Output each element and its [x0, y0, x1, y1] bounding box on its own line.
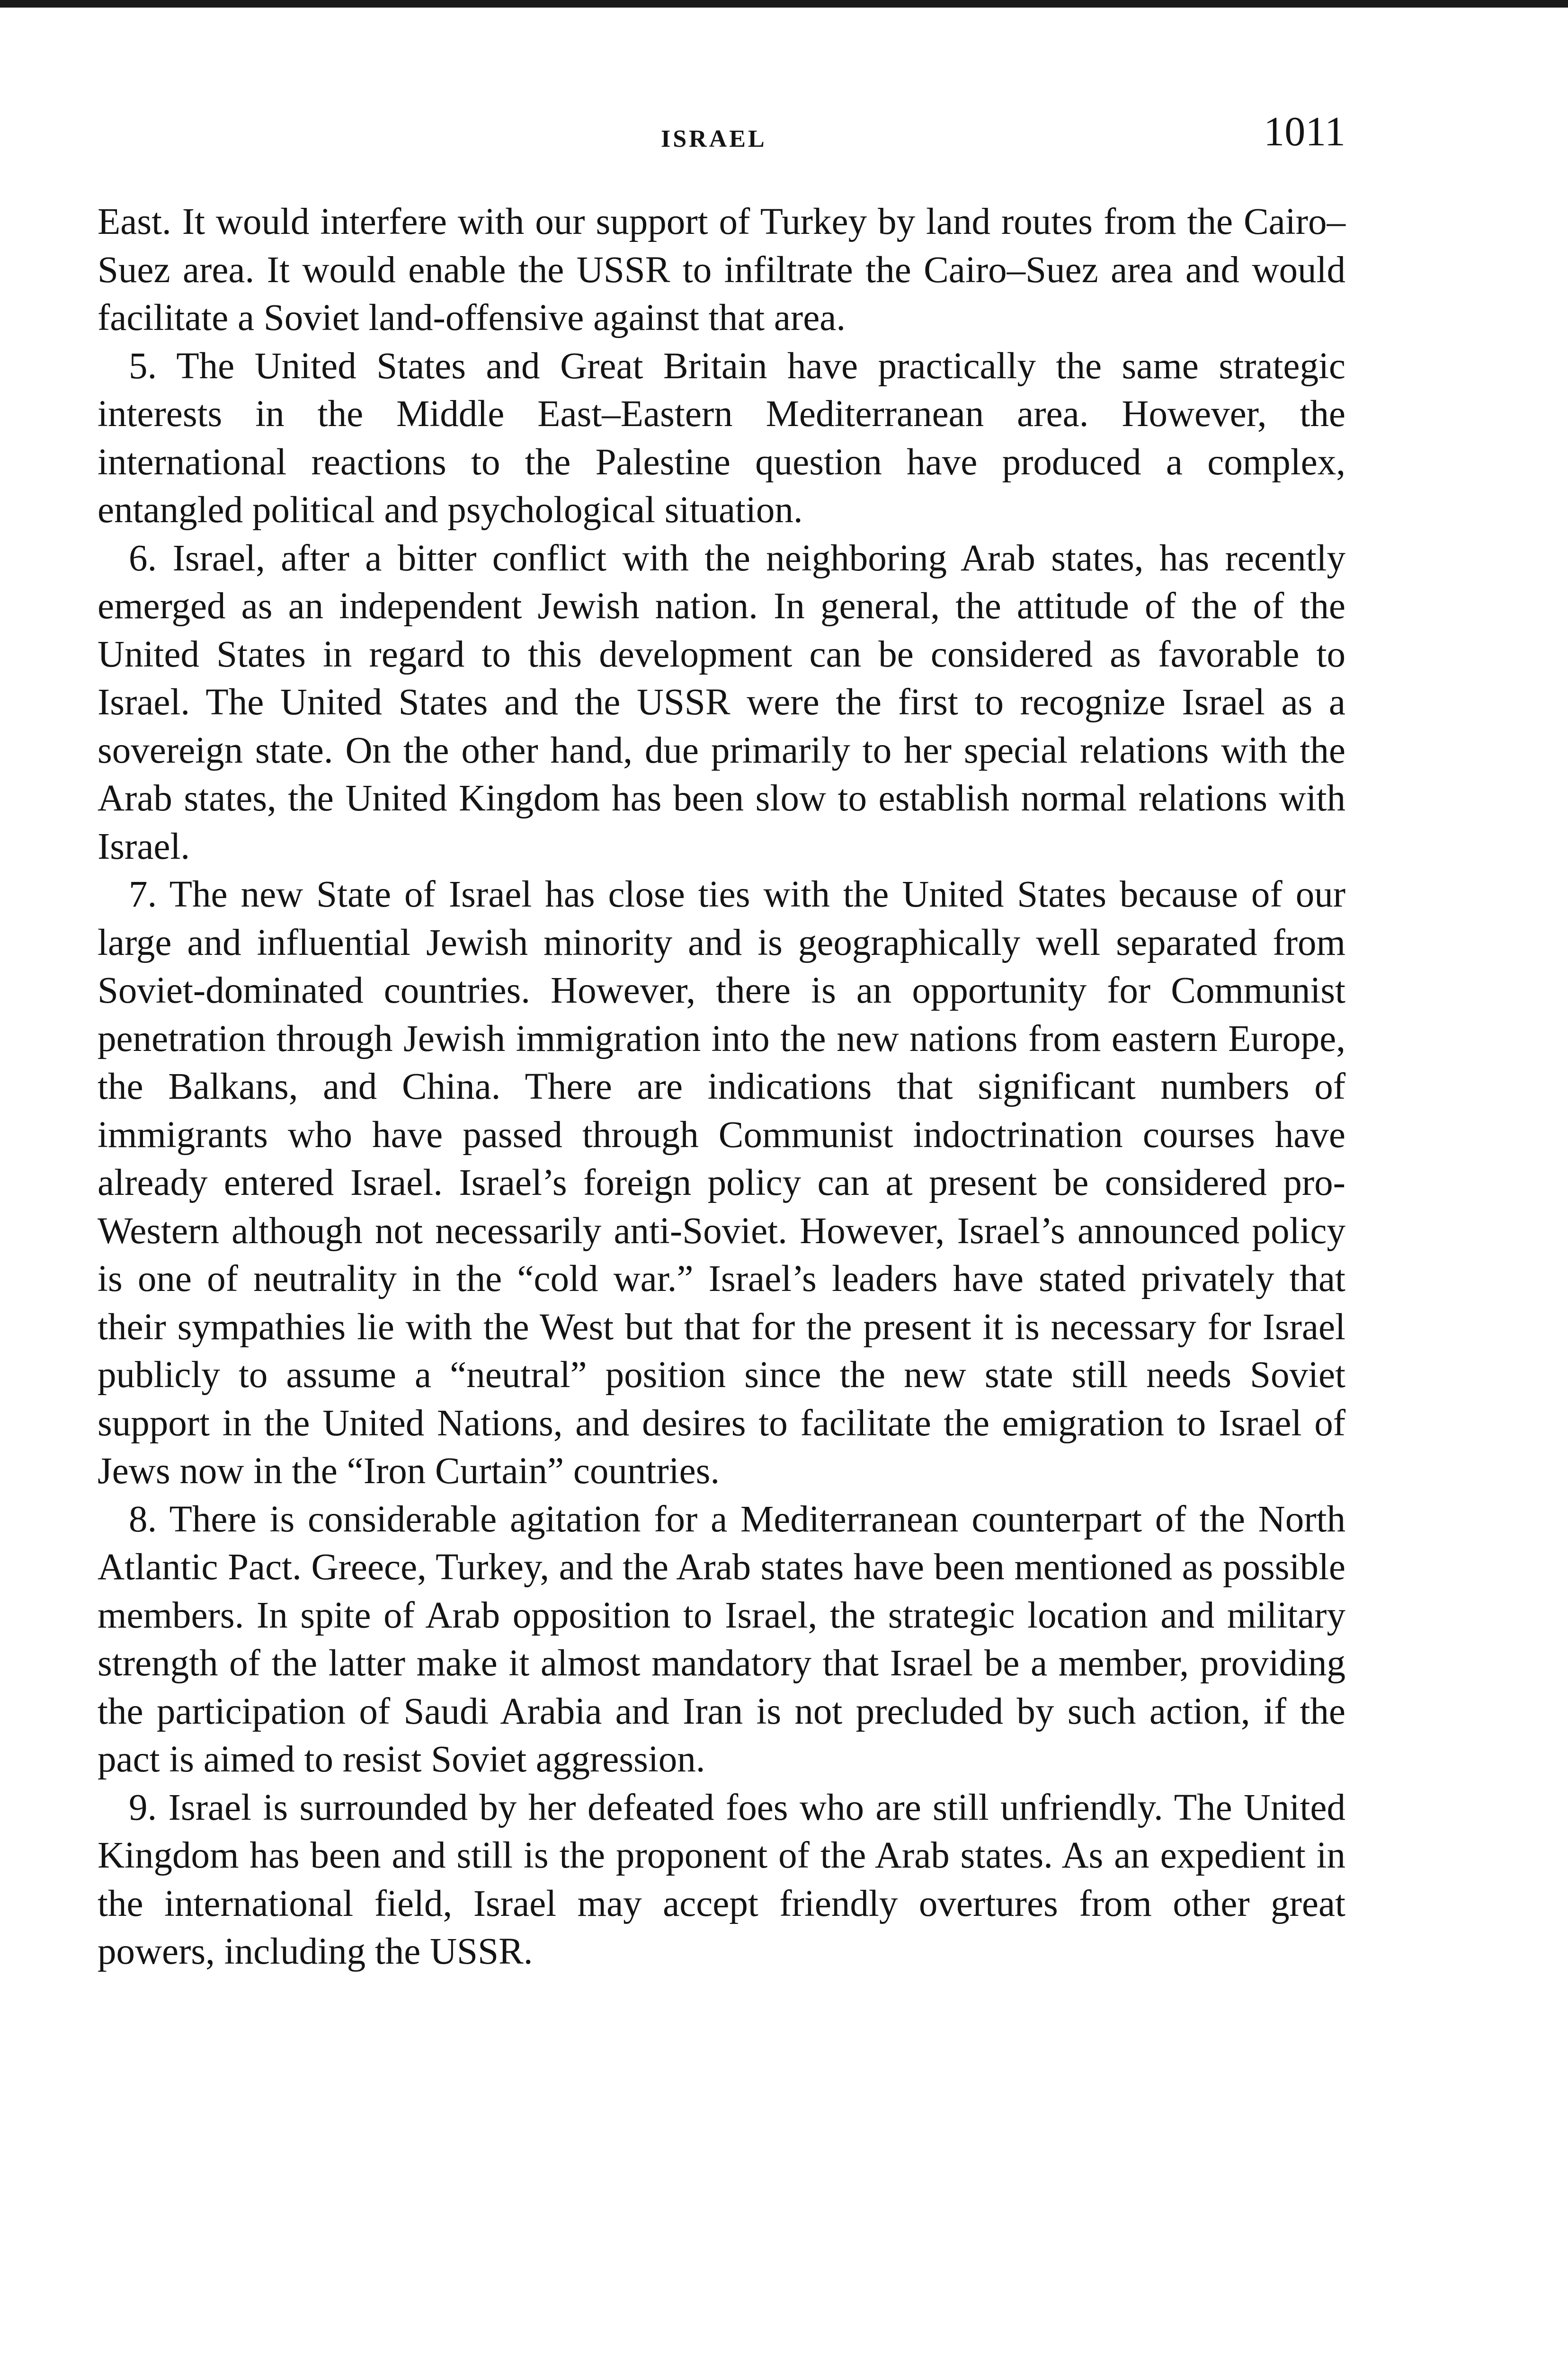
running-head: ISRAEL [661, 125, 767, 152]
top-border-rule [0, 0, 1568, 8]
body-text [98, 198, 1345, 1976]
paragraph-7: 7. The new State of Israel has close ties with the United States because of our large and influential Jewish minority and is geographically well separated from Soviet-dominated countries. However, there is an opportunity for Communist penetration through Jewish immigration into the new nations from eastern Europe, the Balkans, and China. There are indications that significant numbers of immigrants who have passed through Communist indoctrination courses have already entered Israel. Israel’s foreign policy can at present be considered pro-Western although not necessarily anti-Soviet. However, Israel’s announced policy is one of neutrality in the “cold war.” Israel’s leaders have stated privately that their sympathies lie with the West but that for the present it is necessary for Israel publicly to assume a “neutral” position since the new state still needs Soviet support in the United Nations, and desires to facilitate the emigration to Israel of Jews now in the “Iron Curtain” countries. [98, 874, 1345, 1492]
page-header [98, 108, 1345, 165]
paragraph-5: 5. The United States and Great Britain have practically the same strategic interests in the Middle East–Eastern Mediterranean area. However, the international reactions to the Palestine question have produced a complex, entangled political and psychological situation. [98, 345, 1345, 531]
paragraph-9: 9. Israel is surrounded by her defeated foes who are still unfriendly. The United Kingdom has been and still is the proponent of the Arab states. As an expedient in the international field, Israel may accept friendly overtures from other great powers, including the USSR. [98, 1787, 1345, 1972]
paragraph-8: 8. There is considerable agitation for a Mediterranean counterpart of the North Atlantic Pact. Greece, Turkey, and the Arab states have been mentioned as possible members. In spite of Arab opposition to Israel, the strategic location and military strength of the latter make it almost mandatory that Israel be a member, providing the participation of Saudi Arabia and Iran is not precluded by such action, if the pact is aimed to resist Soviet aggression. [98, 1498, 1345, 1780]
paragraph-6: 6. Israel, after a bitter conflict with the neighboring Arab states, has recently emerged as an independent Jewish nation. In general, the attitude of the of the United States in regard to this development can be considered as favorable to Israel. The United States and the USSR were the first to recognize Israel as a sovereign state. On the other hand, due primarily to her special relations with the Arab states, the United Kingdom has been slow to establish normal relations with Israel. [98, 537, 1345, 867]
paragraph-continuation: East. It would interfere with our support of Turkey by land routes from the Cairo–Suez area. It would enable the USSR to infiltrate the Cairo–Suez area and would facilitate a Soviet land-offensive against that area. [98, 201, 1345, 338]
page-number: 1011 [1264, 109, 1345, 155]
